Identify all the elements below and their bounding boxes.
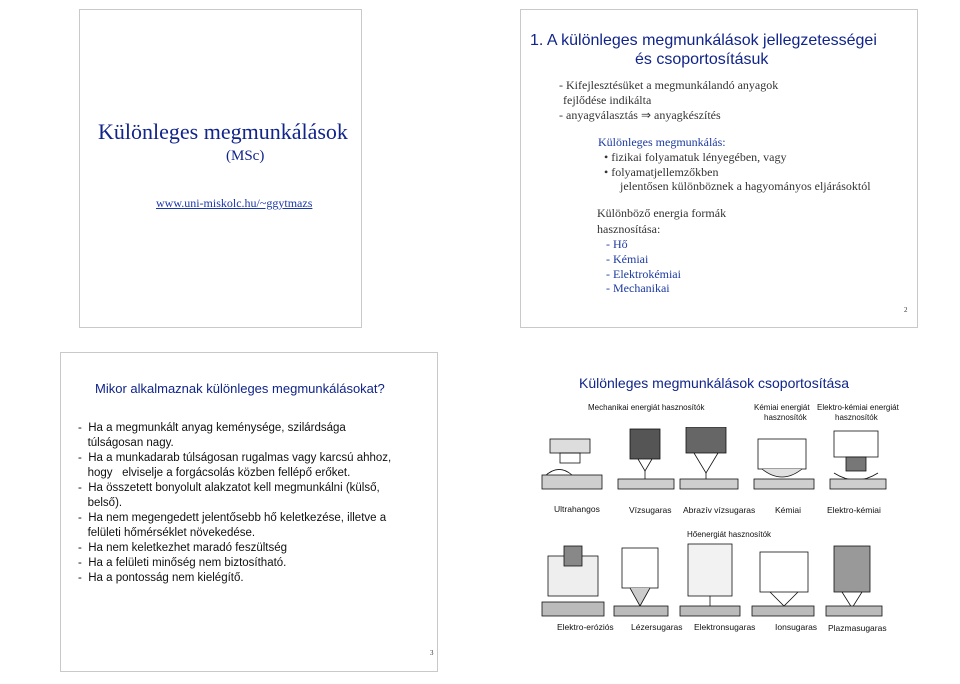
slide-3-bullet-line: - Ha a munkadarab túlságosan rugalmas vagy karcsú ahhoz, [78,452,392,464]
group-heat-label: Hőenergiát hasznosítók [687,530,772,539]
slide-2-intro-line-2: fejlődése indikálta [563,93,652,107]
slide-2-intro-line-3: - anyagválasztás ⇒ anyagkészítés [559,108,721,122]
process-label-electrochemical: Elektro-kémiai [827,505,881,515]
slide-1-frame [79,9,362,328]
process-label-waterjet: Vízsugaras [629,505,672,515]
slide-2-energy-item-mechanical: - Mechanikai [606,281,670,295]
processes-diagram-top [538,427,890,493]
process-label-edm: Elektro-eróziós [557,622,614,632]
slide-2-page-number: 2 [904,306,908,314]
slide-2-definition-line-2: • folyamatjellemzőkben [604,165,719,179]
slide-3-bullet-line: - Ha a megmunkált anyag keménysége, szilárdsága [78,422,346,434]
group-chemical-label-2: hasznosítók [764,413,807,422]
slide-3-bullet-line: - Ha a felületi minőség nem biztosítható. [78,557,287,569]
process-label-chemical: Kémiai [775,505,801,515]
slide-2-intro-line-1: - Kifejlesztésüket a megmunkálandó anyagok [559,78,779,92]
slide-1 [0,0,480,342]
slide-3 [0,342,480,684]
process-label-laser: Lézersugaras [631,622,683,632]
slide-1-subtitle: (MSc) [226,148,265,164]
slide-3-bullet-line: - Ha a pontosság nem kielégítő. [78,572,244,584]
slide-2-definition-line-3: jelentősen különböznek a hagyományos eljárásoktól [620,179,871,193]
slide-2-title-line-2: és csoportosításuk [635,51,769,68]
slide-3-bullet-line: - Ha nem keletkezhet maradó feszültség [78,542,288,554]
slide-2-title-line-1: 1. A különleges megmunkálások jellegzetességei [530,32,877,49]
slide-3-bullet-line: - Ha összetett bonyolult alakzatot kell megmunkálni (külső, [78,482,380,494]
slide-2-definition-line-1: • fizikai folyamatuk lényegében, vagy [604,150,787,164]
slide-1-title: Különleges megmunkálások [98,119,348,144]
process-label-electron-beam: Elektronsugaras [694,622,756,632]
group-electrochemical-label-2: hasznosítók [835,413,878,422]
slide-1-link[interactable]: www.uni-miskolc.hu/~ggytmazs [156,196,313,210]
process-label-ultrasonic: Ultrahangos [554,504,600,514]
group-chemical-label-1: Kémiai energiát [754,403,810,412]
group-electrochemical-label-1: Elektro-kémiai energiát [817,403,899,412]
slide-2-energy-item-electrochemical: - Elektrokémiai [606,267,681,281]
slide-2-definition-heading: Különleges megmunkálás: [598,135,726,149]
slide-2-energy-item-heat: - Hő [606,237,628,251]
slide-3-bullet-line: túlságosan nagy. [78,437,174,449]
slide-3-page-number: 3 [430,649,434,657]
process-label-abrasive-waterjet: Abrazív vízsugaras [683,505,756,515]
slide-2 [480,0,960,342]
slide-4 [480,342,960,684]
processes-diagram-bottom [538,542,890,622]
slide-3-bullet-line: felületi hőmérséklet növekedése. [78,527,256,539]
slide-4-title: Különleges megmunkálások csoportosítása [579,375,850,391]
slide-2-energy-line-2: hasznosítása: [597,222,661,236]
slide-3-bullet-line: - Ha nem megengedett jelentősebb hő keletkezése, illetve a [78,512,387,524]
group-mechanical-label: Mechanikai energiát hasznosítók [588,403,705,412]
process-label-plasma: Plazmasugaras [828,623,887,633]
slide-2-energy-line-1: Különböző energia formák [597,206,727,220]
slide-2-energy-item-chemical: - Kémiai [606,252,649,266]
process-label-ion-beam: Ionsugaras [775,622,818,632]
slide-3-bullet-line: belső). [78,497,123,509]
slide-3-title: Mikor alkalmaznak különleges megmunkálásokat? [95,381,385,396]
slide-3-bullet-line: hogy elviselje a forgácsolás közben fellépő erőket. [78,467,351,479]
